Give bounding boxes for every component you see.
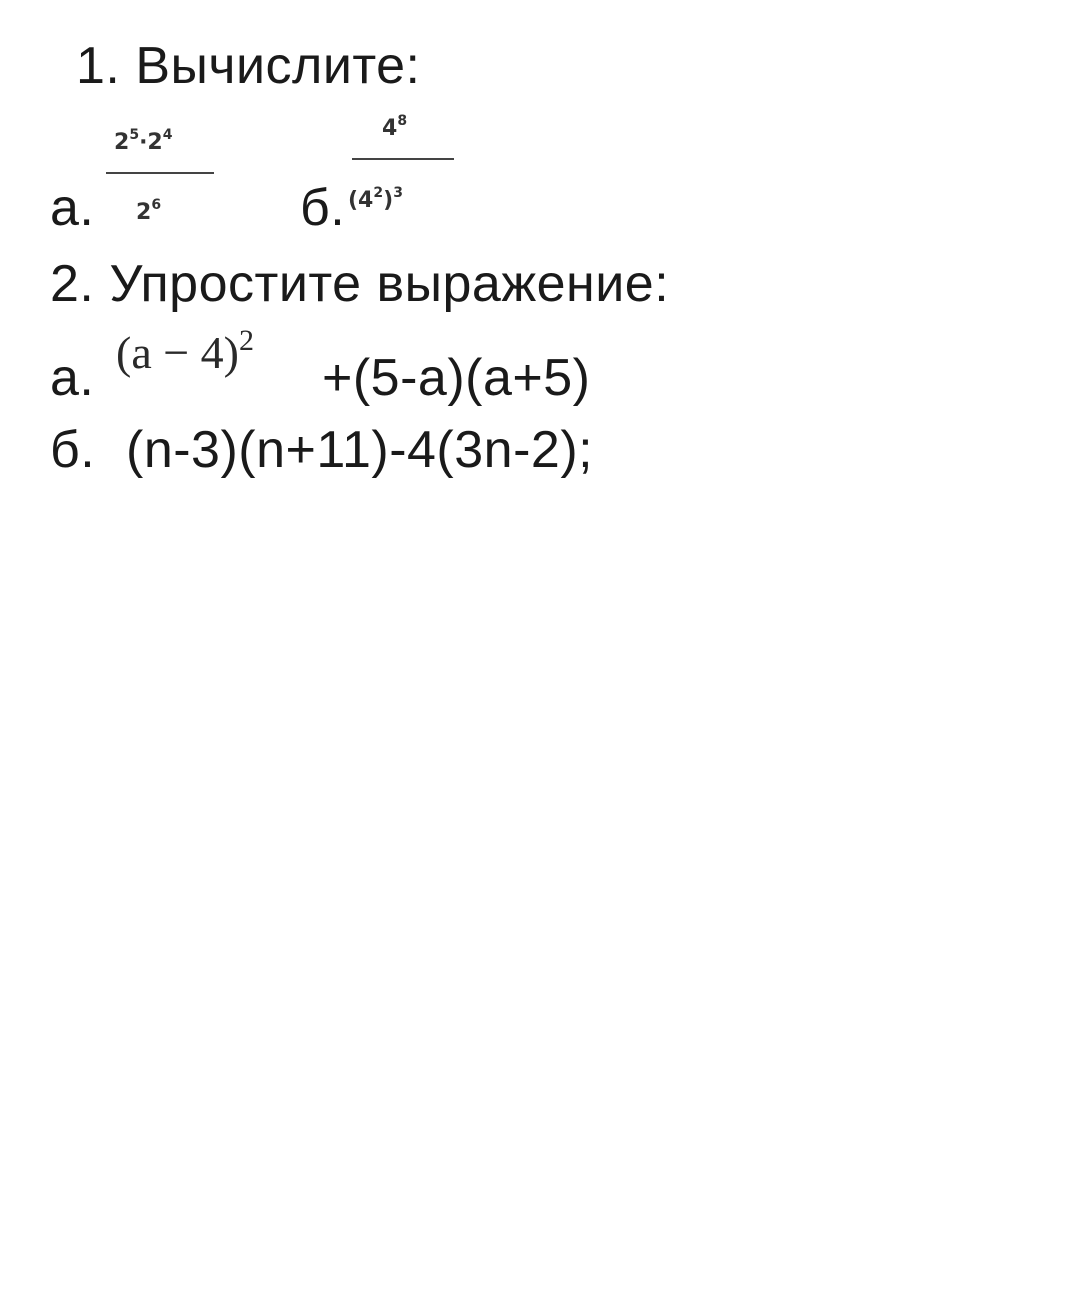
num-exp: 8 bbox=[397, 113, 408, 129]
fraction-a-denominator bbox=[136, 197, 162, 225]
task2-a-rest: +(5-а)(а+5) bbox=[322, 349, 591, 407]
task2-b-expression: (n-3)(n+11)-4(3n-2); bbox=[126, 421, 594, 479]
fraction-a bbox=[106, 118, 218, 225]
den-inner-exp: 2 bbox=[373, 185, 384, 201]
fraction-b bbox=[348, 104, 460, 213]
task2-a-squared-term bbox=[116, 326, 254, 379]
fraction-a-numerator bbox=[114, 127, 173, 155]
num-base-1: 2 bbox=[114, 130, 130, 155]
task1-heading: 1. Вычислите: bbox=[76, 37, 421, 95]
binomial: (a − 4) bbox=[116, 327, 239, 378]
task2-heading: 2. Упростите выражение: bbox=[50, 255, 670, 313]
den-base: 2 bbox=[136, 200, 152, 225]
task2-a-label: а. bbox=[50, 349, 95, 407]
num-exp-1: 5 bbox=[129, 127, 140, 143]
num-exp-2: 4 bbox=[162, 127, 173, 143]
task1-a-label: а. bbox=[50, 179, 95, 237]
task2-b-label: б. bbox=[50, 421, 96, 479]
num-base: 4 bbox=[382, 116, 398, 141]
fraction-b-numerator bbox=[382, 113, 408, 141]
den-open: (4 bbox=[348, 188, 374, 213]
num-base-2: 2 bbox=[147, 130, 163, 155]
binomial-exp: 2 bbox=[239, 324, 254, 357]
den-close: ) bbox=[383, 188, 394, 213]
fraction-b-bar bbox=[352, 158, 454, 160]
multiply-dot: · bbox=[139, 130, 148, 155]
fraction-b-denominator bbox=[348, 185, 403, 213]
fraction-a-bar bbox=[106, 172, 214, 174]
den-outer-exp: 3 bbox=[393, 185, 403, 201]
den-exp: 6 bbox=[151, 197, 162, 213]
task1-b-label: б. bbox=[300, 179, 346, 237]
